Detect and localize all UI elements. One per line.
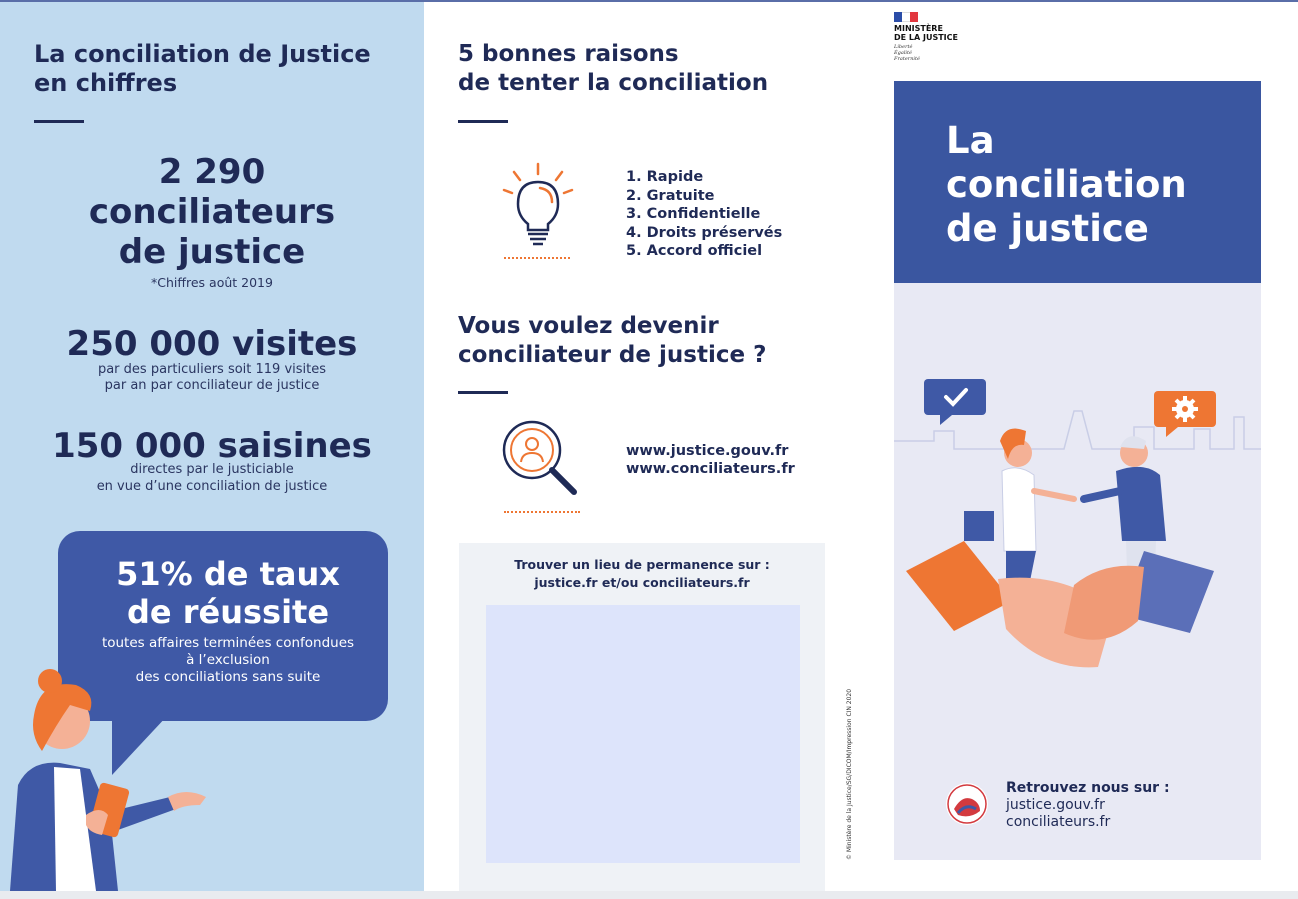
woman-with-tablet-illustration bbox=[0, 665, 230, 891]
reasons-rule bbox=[458, 120, 508, 123]
ministry-logo bbox=[894, 12, 958, 62]
conciliateurs-logo bbox=[946, 783, 988, 825]
ministry-motto: Liberté Égalité Fraternité bbox=[894, 44, 920, 62]
reason-item: 2. Gratuite bbox=[626, 187, 715, 204]
stat-visits-desc-2: par an par conciliateur de justice bbox=[104, 378, 320, 393]
link-justice[interactable]: www.justice.gouv.fr bbox=[626, 443, 789, 459]
find-location-box bbox=[459, 543, 825, 893]
reasons-list bbox=[626, 168, 782, 261]
title-rule bbox=[34, 120, 84, 123]
find-us-label: Retrouvez nous sur : bbox=[1006, 780, 1170, 796]
checkmark-icon bbox=[924, 379, 986, 425]
reason-item: 3. Confidentielle bbox=[626, 206, 761, 222]
print-credit: © Ministère de la Justice/SG/DICOM/Impression CIN 2020 bbox=[846, 688, 853, 860]
reasons-panel bbox=[424, 2, 872, 891]
search-underline bbox=[504, 511, 580, 513]
gear-icon bbox=[1154, 391, 1216, 437]
success-rate-headline: 51% de taux de réussite bbox=[116, 555, 340, 631]
cover-panel bbox=[872, 2, 1298, 891]
cover-title: La conciliation de justice bbox=[946, 119, 1187, 250]
become-rule bbox=[458, 391, 508, 394]
reason-item: 1. Rapide bbox=[626, 169, 704, 185]
stat-referrals: 150 000 saisines bbox=[52, 426, 372, 466]
search-person-icon bbox=[500, 418, 582, 500]
stat-referrals-desc-1: directes par le justiciable bbox=[130, 462, 294, 477]
stat-visits: 250 000 visites bbox=[66, 324, 358, 364]
reason-item: 5. Accord officiel bbox=[626, 243, 763, 259]
bottom-border bbox=[0, 891, 1298, 899]
stat-referrals-desc-2: en vue d’une conciliation de justice bbox=[96, 479, 328, 494]
stat-note: *Chiffres août 2019 bbox=[151, 275, 273, 290]
become-title: Vous voulez devenir conciliateur de justice ? bbox=[458, 313, 767, 368]
cover-card bbox=[894, 81, 1261, 860]
link-conciliateurs[interactable]: www.conciliateurs.fr bbox=[626, 461, 795, 477]
french-flag-icon bbox=[894, 12, 918, 22]
stats-title: La conciliation de Justice en chiffres bbox=[34, 40, 371, 97]
lightbulb-icon bbox=[500, 162, 576, 248]
find-us-site-1[interactable]: justice.gouv.fr bbox=[1006, 797, 1105, 813]
links-list bbox=[626, 442, 795, 478]
find-us-block bbox=[1006, 780, 1170, 831]
find-us-site-2[interactable]: conciliateurs.fr bbox=[1006, 814, 1111, 830]
reasons-title: 5 bonnes raisons de tenter la conciliation bbox=[458, 41, 769, 96]
lightbulb-underline bbox=[504, 257, 570, 259]
reason-item: 4. Droits préservés bbox=[626, 224, 783, 241]
handshake-illustration bbox=[894, 371, 1261, 701]
location-placeholder bbox=[486, 605, 800, 863]
ministry-name: MINISTÈRE DE LA JUSTICE bbox=[894, 24, 958, 42]
cover-header bbox=[894, 81, 1261, 283]
success-rate-desc: toutes affaires terminées confondues à l’exclusion des conciliations sans suite bbox=[101, 635, 355, 685]
find-location-text: Trouver un lieu de permanence sur : justice.fr et/ou conciliateurs.fr bbox=[514, 557, 770, 590]
stat-conciliators: 2 290 conciliateurs de justice bbox=[88, 152, 336, 272]
stat-visits-desc-1: par des particuliers soit 119 visites bbox=[97, 362, 327, 377]
